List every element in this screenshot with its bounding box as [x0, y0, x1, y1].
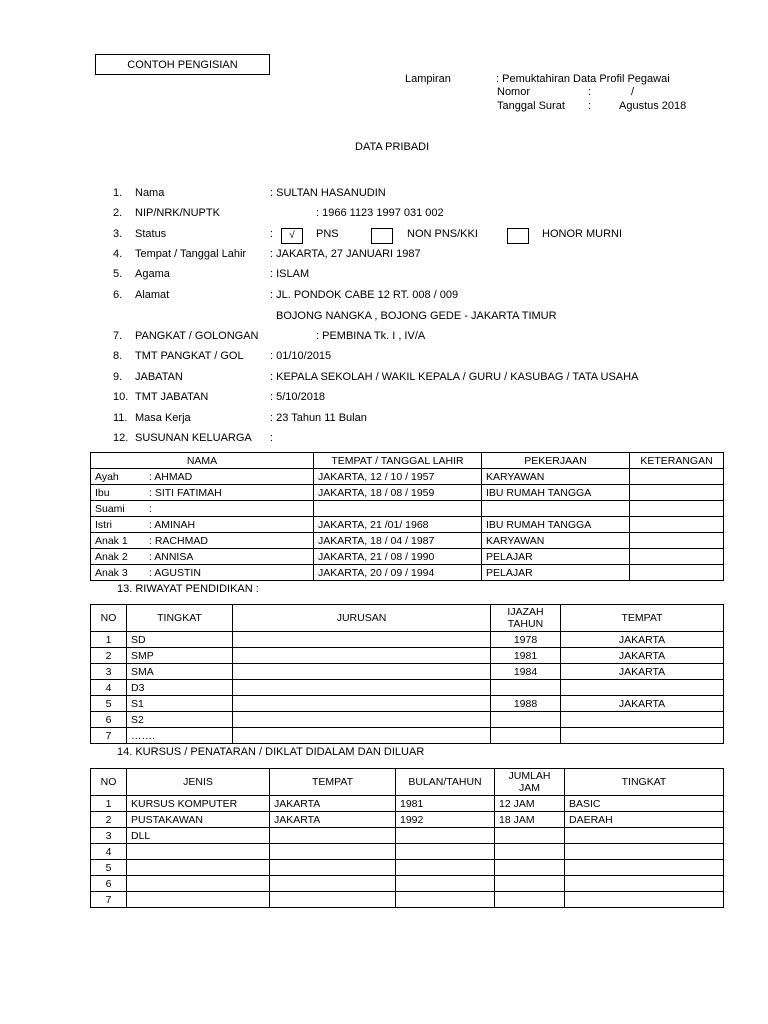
tingkat-cell: SMA	[127, 664, 233, 680]
relation: Anak 1	[95, 534, 128, 547]
col-ijazah-tahun	[491, 605, 561, 632]
pekerjaan-cell: KARYAWAN	[482, 533, 630, 549]
ttl-cell: JAKARTA, 12 / 10 / 1957	[314, 469, 482, 485]
field-label: SUSUNAN KELUARGA	[135, 432, 252, 444]
ttl-cell	[314, 501, 482, 517]
tempat-cell	[561, 712, 724, 728]
tempat-cell	[561, 680, 724, 696]
no-cell: 6	[91, 712, 127, 728]
tingkat-cell: D3	[127, 680, 233, 696]
bulan-cell	[396, 892, 495, 908]
tingkat-cell	[565, 876, 724, 892]
tempat-cell	[270, 892, 396, 908]
table-row	[91, 501, 724, 517]
table-row	[91, 696, 724, 712]
jam-cell	[495, 892, 565, 908]
field-num: 4.	[113, 248, 123, 260]
relation: Ibu	[95, 486, 110, 499]
tanggal-surat-value: Agustus 2018	[619, 100, 687, 112]
no-cell: 4	[91, 680, 127, 696]
ijazah-label: IJAZAH	[507, 606, 544, 618]
field-num: 8.	[113, 350, 123, 362]
jenis-cell	[127, 876, 270, 892]
col-jurusan: JURUSAN	[233, 605, 491, 632]
nama-cell	[91, 517, 314, 533]
field-num: 1.	[113, 187, 123, 199]
no-cell: 6	[91, 876, 127, 892]
field-value: : JL. PONDOK CABE 12 RT. 008 / 009	[270, 289, 459, 301]
jumlah-label: JUMLAH	[508, 770, 551, 782]
col-tingkat: TINGKAT	[127, 605, 233, 632]
bulan-cell: 1992	[396, 812, 495, 828]
ttl-cell: JAKARTA, 18 / 04 / 1987	[314, 533, 482, 549]
field-num: 9.	[113, 371, 123, 383]
tingkat-cell	[565, 844, 724, 860]
table-row	[91, 565, 724, 581]
jam-cell: 18 JAM	[495, 812, 565, 828]
pekerjaan-cell: PELAJAR	[482, 549, 630, 565]
field-num: 7.	[113, 330, 123, 342]
nama-cell	[91, 549, 314, 565]
field-label: Agama	[135, 268, 170, 280]
field-label: Nama	[135, 187, 165, 199]
tingkat-cell	[565, 892, 724, 908]
kursus-heading: 14. KURSUS / PENATARAN / DIKLAT DIDALAM DAN DILUAR	[117, 746, 425, 758]
field-label: JABATAN	[135, 371, 183, 383]
tempat-cell	[270, 860, 396, 876]
no-cell: 5	[91, 860, 127, 876]
pendidikan-table	[90, 604, 724, 744]
tempat-cell	[561, 728, 724, 744]
field-value: : 23 Tahun 11 Bulan	[270, 412, 367, 424]
table-header-row	[91, 453, 724, 469]
check-mark-icon: √	[289, 230, 295, 241]
member-name: : ANNISA	[149, 550, 194, 563]
pendidikan-heading: 13. RIWAYAT PENDIDIKAN :	[117, 583, 259, 595]
table-row	[91, 876, 724, 892]
col-tempat: TEMPAT	[561, 605, 724, 632]
field-label: Status	[135, 228, 167, 240]
pekerjaan-cell	[482, 501, 630, 517]
table-row	[91, 632, 724, 648]
jurusan-cell	[233, 632, 491, 648]
tahun-cell	[491, 680, 561, 696]
table-row	[91, 892, 724, 908]
table-row	[91, 469, 724, 485]
no-cell: 1	[91, 796, 127, 812]
no-cell: 3	[91, 828, 127, 844]
member-name: : AHMAD	[149, 470, 193, 483]
nomor-slash: /	[631, 86, 635, 98]
doc-title: DATA PRIBADI	[355, 141, 430, 153]
bulan-cell	[396, 828, 495, 844]
table-row	[91, 844, 724, 860]
nama-cell	[91, 485, 314, 501]
col-pekerjaan: PEKERJAAN	[482, 453, 630, 469]
no-cell: 5	[91, 696, 127, 712]
ttl-cell: JAKARTA, 21 /01/ 1968	[314, 517, 482, 533]
tingkat-cell: SD	[127, 632, 233, 648]
tingkat-cell	[565, 828, 724, 844]
col-jenis: JENIS	[127, 769, 270, 796]
col-no: NO	[91, 605, 127, 632]
field-label: Tempat / Tanggal Lahir	[135, 248, 247, 260]
tahun-cell: 1981	[491, 648, 561, 664]
table-row	[91, 860, 724, 876]
field-value: : SULTAN HASANUDIN	[270, 187, 386, 199]
no-cell: 2	[91, 812, 127, 828]
bulan-cell	[396, 876, 495, 892]
kursus-table	[90, 768, 724, 908]
tahun-cell: 1988	[491, 696, 561, 712]
tahun-cell: 1984	[491, 664, 561, 680]
field-label: Alamat	[135, 289, 170, 301]
no-cell: 7	[91, 728, 127, 744]
tanggal-surat-colon: :	[588, 100, 592, 112]
field-label: NIP/NRK/NUPTK	[135, 207, 220, 219]
field-label: TMT JABATAN	[135, 391, 209, 403]
nomor-colon: :	[588, 86, 592, 98]
keterangan-cell	[630, 501, 724, 517]
tingkat-cell: DAERAH	[565, 812, 724, 828]
nama-cell	[91, 501, 314, 517]
jenis-cell	[127, 860, 270, 876]
field-value: : 01/10/2015	[270, 350, 332, 362]
table-row	[91, 664, 724, 680]
member-name: : RACHMAD	[149, 534, 208, 547]
keterangan-cell	[630, 485, 724, 501]
tingkat-cell: S1	[127, 696, 233, 712]
nama-cell	[91, 565, 314, 581]
bulan-cell	[396, 860, 495, 876]
member-name: : SITI FATIMAH	[149, 486, 222, 499]
keterangan-cell	[630, 517, 724, 533]
tahun-label: TAHUN	[507, 618, 544, 630]
table-row	[91, 485, 724, 501]
tempat-cell: JAKARTA	[561, 696, 724, 712]
tahun-cell	[491, 728, 561, 744]
relation: Suami	[95, 502, 125, 515]
status-honor-checkbox[interactable]	[507, 228, 529, 244]
field-value: :	[270, 432, 274, 444]
col-nama: NAMA	[91, 453, 314, 469]
field-num: 11.	[113, 412, 128, 424]
jenis-cell: PUSTAKAWAN	[127, 812, 270, 828]
nama-cell	[91, 533, 314, 549]
nama-cell	[91, 469, 314, 485]
pekerjaan-cell: IBU RUMAH TANGGA	[482, 485, 630, 501]
table-row	[91, 796, 724, 812]
col-bulan-tahun: BULAN/TAHUN	[396, 769, 495, 796]
table-row	[91, 648, 724, 664]
jam-cell	[495, 828, 565, 844]
pekerjaan-cell: KARYAWAN	[482, 469, 630, 485]
tingkat-cell: S2	[127, 712, 233, 728]
relation: Istri	[95, 518, 112, 531]
keterangan-cell	[630, 565, 724, 581]
member-name: : AMINAH	[149, 518, 196, 531]
ttl-cell: JAKARTA, 18 / 08 / 1959	[314, 485, 482, 501]
jenis-cell	[127, 892, 270, 908]
no-cell: 1	[91, 632, 127, 648]
jurusan-cell	[233, 712, 491, 728]
tingkat-cell: …….	[127, 728, 233, 744]
contoh-pengisian-label: CONTOH PENGISIAN	[127, 58, 238, 71]
table-row	[91, 828, 724, 844]
table-row	[91, 549, 724, 565]
table-header-row	[91, 605, 724, 632]
tahun-cell: 1978	[491, 632, 561, 648]
field-label: TMT PANGKAT / GOL	[135, 350, 244, 362]
field-num: 10.	[113, 391, 129, 403]
status-non-pns-label: NON PNS/KKI	[407, 228, 478, 240]
tempat-cell	[270, 876, 396, 892]
pekerjaan-cell: PELAJAR	[482, 565, 630, 581]
jam-cell: 12 JAM	[495, 796, 565, 812]
field-value: : KEPALA SEKOLAH / WAKIL KEPALA / GURU / KASUBAG / TATA USAHA	[270, 371, 639, 383]
keluarga-table	[90, 452, 724, 581]
col-ttl: TEMPAT / TANGGAL LAHIR	[314, 453, 482, 469]
tingkat-cell	[565, 860, 724, 876]
jenis-cell: DLL	[127, 828, 270, 844]
col-no: NO	[91, 769, 127, 796]
tempat-cell: JAKARTA	[270, 812, 396, 828]
jurusan-cell	[233, 680, 491, 696]
table-row	[91, 533, 724, 549]
table-header-row	[91, 769, 724, 796]
alamat-line-2: BOJONG NANGKA , BOJONG GEDE - JAKARTA TIMUR	[276, 310, 557, 322]
jurusan-cell	[233, 728, 491, 744]
jam-cell	[495, 860, 565, 876]
jam-label: JAM	[519, 782, 540, 794]
tingkat-cell: BASIC	[565, 796, 724, 812]
keterangan-cell	[630, 549, 724, 565]
no-cell: 7	[91, 892, 127, 908]
member-name: : AGUSTIN	[149, 566, 201, 579]
lampiran-label: Lampiran	[405, 73, 451, 85]
tempat-cell	[270, 844, 396, 860]
lampiran-value: : Pemuktahiran Data Profil Pegawai	[496, 73, 670, 85]
jam-cell	[495, 876, 565, 892]
jenis-cell: KURSUS KOMPUTER	[127, 796, 270, 812]
field-num: 2.	[113, 207, 123, 219]
ttl-cell: JAKARTA, 20 / 09 / 1994	[314, 565, 482, 581]
bulan-cell	[396, 844, 495, 860]
tempat-cell: JAKARTA	[561, 632, 724, 648]
field-value: : ISLAM	[270, 268, 310, 280]
tahun-cell	[491, 712, 561, 728]
jam-cell	[495, 844, 565, 860]
tempat-cell	[270, 828, 396, 844]
col-tempat: TEMPAT	[270, 769, 396, 796]
contoh-pengisian-box	[95, 54, 270, 75]
jurusan-cell	[233, 696, 491, 712]
keterangan-cell	[630, 533, 724, 549]
pekerjaan-cell: IBU RUMAH TANGGA	[482, 517, 630, 533]
field-label: Masa Kerja	[135, 412, 191, 424]
field-num: 5.	[113, 268, 123, 280]
relation: Anak 3	[95, 566, 128, 579]
jenis-cell	[127, 844, 270, 860]
table-row	[91, 712, 724, 728]
nomor-label: Nomor	[497, 86, 531, 98]
table-row	[91, 517, 724, 533]
no-cell: 3	[91, 664, 127, 680]
member-name: :	[149, 502, 152, 515]
field-value: : JAKARTA, 27 JANUARI 1987	[270, 248, 421, 260]
tempat-cell: JAKARTA	[561, 648, 724, 664]
status-pns-label: PNS	[316, 228, 339, 240]
bulan-cell: 1981	[396, 796, 495, 812]
table-row	[91, 728, 724, 744]
tanggal-surat-label: Tanggal Surat	[497, 100, 565, 112]
status-pns-checkbox[interactable]	[281, 228, 303, 244]
no-cell: 2	[91, 648, 127, 664]
tingkat-cell: SMP	[127, 648, 233, 664]
tempat-cell: JAKARTA	[270, 796, 396, 812]
field-value: : PEMBINA Tk. I , IV/A	[316, 330, 426, 342]
col-jumlah-jam	[495, 769, 565, 796]
field-num: 6.	[113, 289, 123, 301]
status-honor-label: HONOR MURNI	[542, 228, 623, 240]
field-value: : 5/10/2018	[270, 391, 326, 403]
jurusan-cell	[233, 648, 491, 664]
no-cell: 4	[91, 844, 127, 860]
field-value: : 1966 1123 1997 031 002	[316, 207, 444, 219]
tempat-cell: JAKARTA	[561, 664, 724, 680]
table-row	[91, 812, 724, 828]
col-tingkat: TINGKAT	[565, 769, 724, 796]
field-value: :	[270, 228, 274, 240]
field-label: PANGKAT / GOLONGAN	[135, 330, 259, 342]
field-num: 12.	[113, 432, 129, 444]
relation: Anak 2	[95, 550, 128, 563]
col-keterangan: KETERANGAN	[630, 453, 724, 469]
relation: Ayah	[95, 470, 119, 483]
field-num: 3.	[113, 228, 123, 240]
keterangan-cell	[630, 469, 724, 485]
jurusan-cell	[233, 664, 491, 680]
status-non-pns-checkbox[interactable]	[371, 228, 393, 244]
ttl-cell: JAKARTA, 21 / 08 / 1990	[314, 549, 482, 565]
table-row	[91, 680, 724, 696]
